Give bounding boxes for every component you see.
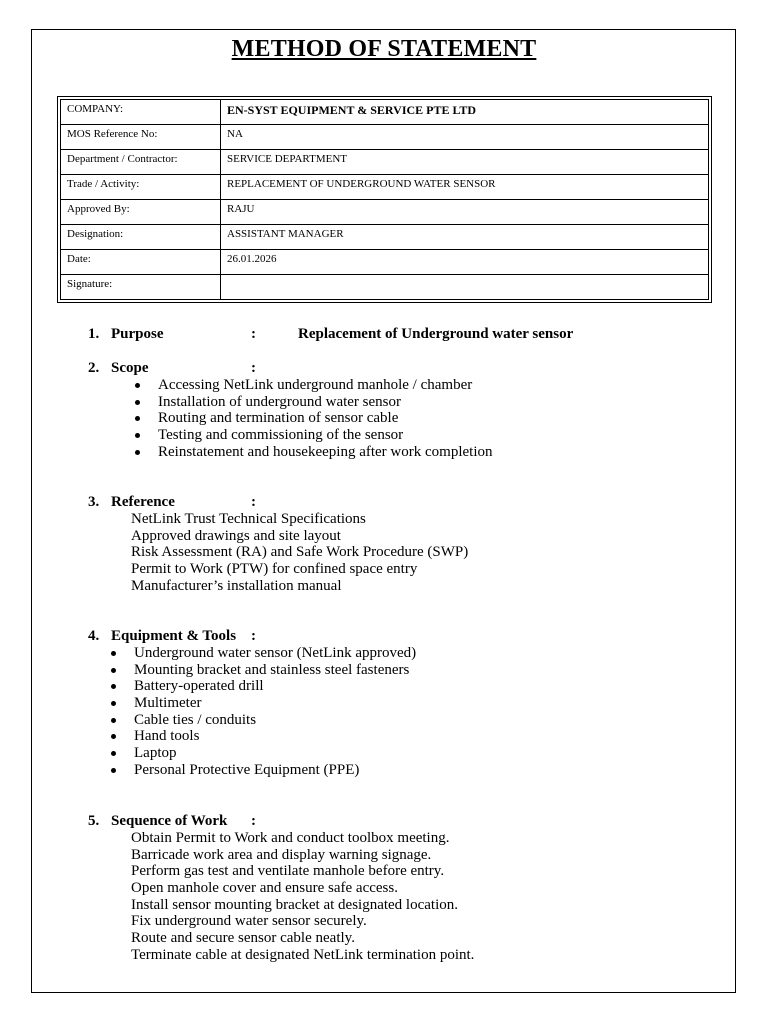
list-item bbox=[88, 678, 688, 695]
list-item-text: Underground water sensor (NetLink approved) bbox=[134, 645, 417, 661]
section-equipment bbox=[88, 628, 688, 779]
date-label: Date: bbox=[61, 250, 221, 275]
list-item-text: Installation of underground water sensor bbox=[158, 393, 401, 410]
reference-item: NetLink Trust Technical Specifications bbox=[131, 511, 366, 527]
list-item bbox=[88, 394, 688, 411]
info-table bbox=[57, 96, 712, 303]
trade-activity-label: Trade / Activity: bbox=[61, 175, 221, 200]
purpose-heading bbox=[88, 326, 688, 343]
section-purpose bbox=[88, 326, 688, 343]
list-item-text: Testing and commissioning of the sensor bbox=[158, 427, 404, 444]
list-item bbox=[88, 695, 688, 712]
section-title: Sequence of Work bbox=[111, 813, 228, 829]
reference-item: Manufacturer’s installation manual bbox=[131, 577, 342, 594]
signature-value bbox=[221, 275, 709, 300]
bullet-icon bbox=[111, 651, 116, 656]
designation-value: ASSISTANT MANAGER bbox=[221, 225, 709, 250]
scope-heading bbox=[88, 360, 688, 377]
sequence-step: Perform gas test and ventilate manhole before entry. bbox=[131, 863, 445, 880]
list-item bbox=[88, 427, 688, 444]
list-item-text: Accessing NetLink underground manhole / chamber bbox=[158, 377, 473, 393]
section-title: Scope bbox=[111, 360, 149, 376]
section-reference bbox=[88, 494, 688, 594]
equipment-list bbox=[88, 645, 688, 779]
table-row bbox=[61, 175, 709, 200]
trade-activity-value: REPLACEMENT OF UNDERGROUND WATER SENSOR bbox=[221, 175, 709, 200]
list-item-text: Battery-operated drill bbox=[134, 678, 264, 695]
section-number: 2. bbox=[88, 360, 100, 376]
section-sequence bbox=[88, 813, 688, 964]
signature-label: Signature: bbox=[61, 275, 221, 300]
section-title: Equipment & Tools bbox=[111, 628, 237, 644]
list-item bbox=[88, 377, 688, 394]
list-item-text: Hand tools bbox=[134, 728, 200, 745]
bullet-icon bbox=[111, 668, 116, 673]
department-label: Department / Contractor: bbox=[61, 150, 221, 175]
sequence-step: Fix underground water sensor securely. bbox=[131, 913, 367, 930]
sequence-step: Obtain Permit to Work and conduct toolbox meeting. bbox=[131, 830, 450, 846]
section-colon: : bbox=[251, 494, 256, 510]
sequence-step: Install sensor mounting bracket at designated location. bbox=[131, 896, 458, 913]
list-item-text: Routing and termination of sensor cable bbox=[158, 410, 399, 427]
list-item bbox=[88, 444, 688, 461]
department-value: SERVICE DEPARTMENT bbox=[221, 150, 709, 175]
section-number: 5. bbox=[88, 813, 100, 829]
list-item-text: Cable ties / conduits bbox=[134, 711, 257, 728]
purpose-value: Replacement of Underground water sensor bbox=[298, 326, 574, 342]
section-number: 4. bbox=[88, 628, 100, 644]
approved-by-value: RAJU bbox=[221, 200, 709, 225]
list-item-text: Personal Protective Equipment (PPE) bbox=[134, 761, 360, 778]
bullet-icon bbox=[135, 450, 140, 455]
section-number: 1. bbox=[88, 326, 100, 342]
section-title: Reference bbox=[111, 494, 175, 510]
table-row bbox=[61, 225, 709, 250]
approved-by-label: Approved By: bbox=[61, 200, 221, 225]
list-item bbox=[88, 645, 688, 662]
designation-label: Designation: bbox=[61, 225, 221, 250]
table-row bbox=[61, 125, 709, 150]
sequence-step: Route and secure sensor cable neatly. bbox=[131, 930, 355, 947]
reference-item: Risk Assessment (RA) and Safe Work Procedure (SWP) bbox=[131, 544, 469, 561]
section-colon: : bbox=[251, 326, 256, 342]
table-row bbox=[61, 275, 709, 300]
company-value: EN-SYST EQUIPMENT & SERVICE PTE LTD bbox=[221, 100, 709, 125]
reference-item: Permit to Work (PTW) for confined space entry bbox=[131, 561, 418, 578]
sequence-step: Open manhole cover and ensure safe access. bbox=[131, 880, 398, 897]
reference-item: Approved drawings and site layout bbox=[131, 527, 341, 544]
table-row bbox=[61, 150, 709, 175]
mos-reference-value: NA bbox=[221, 125, 709, 150]
bullet-icon bbox=[135, 383, 140, 388]
document-title: METHOD OF STATEMENT bbox=[231, 36, 537, 62]
list-item bbox=[88, 410, 688, 427]
equipment-heading bbox=[88, 628, 688, 645]
list-item-text: Multimeter bbox=[134, 695, 202, 712]
list-item bbox=[88, 662, 688, 679]
list-item-text: Reinstatement and housekeeping after work completion bbox=[158, 443, 493, 460]
scope-list bbox=[88, 377, 688, 460]
section-colon: : bbox=[251, 813, 256, 829]
list-item-text: Laptop bbox=[134, 745, 177, 762]
date-value: 26.01.2026 bbox=[221, 250, 709, 275]
reference-heading bbox=[88, 494, 688, 511]
bullet-icon bbox=[135, 400, 140, 405]
table-row bbox=[61, 100, 709, 125]
bullet-icon bbox=[111, 768, 116, 773]
list-item bbox=[88, 712, 688, 729]
mos-reference-label: MOS Reference No: bbox=[61, 125, 221, 150]
section-number: 3. bbox=[88, 494, 100, 510]
section-colon: : bbox=[251, 628, 256, 644]
bullet-icon bbox=[111, 718, 116, 723]
table-row bbox=[61, 200, 709, 225]
sequence-step: Barricade work area and display warning signage. bbox=[131, 846, 432, 863]
company-label: COMPANY: bbox=[61, 100, 221, 125]
list-item-text: Mounting bracket and stainless steel fasteners bbox=[134, 661, 410, 678]
list-item bbox=[88, 745, 688, 762]
section-colon: : bbox=[251, 360, 256, 376]
sequence-heading bbox=[88, 813, 688, 830]
sequence-step: Terminate cable at designated NetLink termination point. bbox=[131, 946, 475, 963]
section-scope bbox=[88, 360, 688, 460]
list-item bbox=[88, 762, 688, 779]
table-row bbox=[61, 250, 709, 275]
section-title: Purpose bbox=[111, 326, 164, 342]
list-item bbox=[88, 728, 688, 745]
